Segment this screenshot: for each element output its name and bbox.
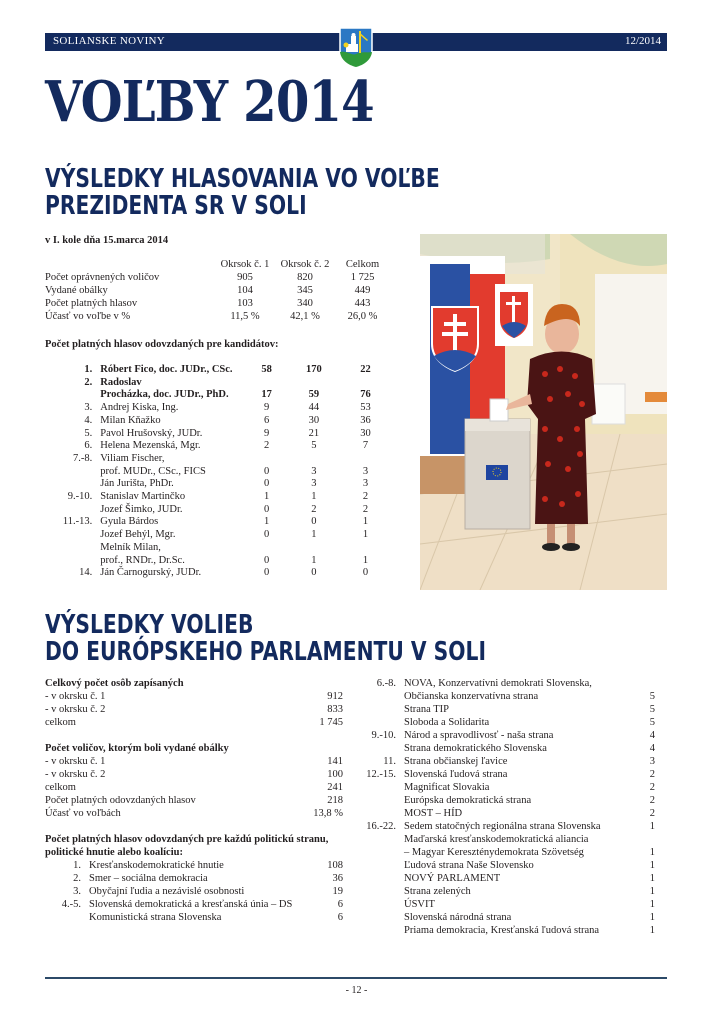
candidate-votes-district-2: 3 (311, 478, 317, 490)
candidate-rank: 9.-10. (67, 491, 93, 503)
candidate-rank: 5. (84, 427, 93, 439)
candidate-votes-district-2: 0 (311, 516, 317, 528)
candidate-votes-total: 2 (362, 491, 369, 503)
stats-row (45, 284, 390, 297)
party-votes: 108 (327, 860, 343, 871)
candidate-row (45, 567, 390, 580)
list-item (45, 690, 345, 703)
candidate-row (45, 428, 390, 441)
candidate-rank: 3. (84, 402, 93, 414)
candidate-votes-district-2: 30 (308, 414, 320, 426)
list-item (45, 755, 345, 768)
list-item (45, 716, 345, 729)
party-row (45, 872, 345, 885)
candidate-row (45, 364, 390, 377)
party-name: – Magyar Kereszténydemokrata Szövetség (404, 847, 584, 858)
candidate-votes-district-2: 1 (311, 554, 317, 566)
candidate-row (45, 504, 390, 517)
stat-label: Počet oprávnených voličov (45, 272, 160, 283)
candidate-votes-district-2: 59 (308, 389, 320, 401)
candidate-row (45, 440, 390, 453)
candidate-votes-district-2: 170 (306, 364, 322, 375)
candidate-votes-total: 36 (360, 414, 371, 426)
stat-value: 104 (237, 285, 253, 296)
party-row (360, 924, 657, 937)
candidate-rank (45, 504, 100, 517)
stat-label: Účasť vo voľbe v % (45, 311, 131, 322)
party-votes: 1 (649, 912, 655, 923)
stat-value: 1 725 (350, 272, 375, 283)
parties-list-left (45, 859, 345, 924)
party-name: Slovenská národná strana (404, 912, 512, 923)
party-row (360, 742, 657, 755)
candidate-row (45, 491, 390, 504)
parties-list-right (360, 677, 657, 937)
candidate-votes-total (341, 542, 390, 555)
candidate-votes-district-2: 5 (311, 440, 317, 452)
round-date: v I. kole dňa 15.marca 2014 (45, 235, 169, 246)
candidate-votes-district-1: 1 (264, 516, 270, 528)
candidate-votes-district-2 (287, 542, 341, 555)
candidate-votes-total (341, 377, 390, 390)
candidate-votes-district-2 (287, 377, 341, 390)
party-name: Sedem statočných regionálna strana Slovenska (404, 821, 601, 832)
party-votes: 1 (649, 873, 655, 884)
stat-value: 905 (237, 272, 253, 283)
party-name: Priama demokracia, Kresťanská ľudová strana (404, 925, 600, 936)
party-votes: 4 (649, 743, 655, 754)
candidate-row (45, 478, 390, 491)
item-value: 912 (327, 691, 343, 702)
candidate-name: Ján Čarnogurský, JUDr. (100, 567, 202, 579)
candidate-rank (45, 466, 100, 479)
candidate-name: Jozef Behýl, Mgr. (100, 529, 176, 541)
candidate-rank (45, 389, 100, 402)
candidate-votes-district-2: 21 (308, 427, 320, 439)
candidate-name: Procházka, doc. JUDr., PhD. (100, 389, 229, 401)
party-row (360, 755, 657, 768)
stat-value: 443 (354, 298, 371, 309)
candidate-rank (45, 542, 100, 555)
party-row (360, 885, 657, 898)
party-votes (625, 677, 657, 690)
party-row (360, 820, 657, 833)
party-name: NOVÝ PARLAMENT (404, 873, 501, 884)
item-label: Počet platných odovzdaných hlasov (45, 795, 196, 806)
party-row (45, 885, 345, 898)
candidate-votes-district-2: 44 (308, 402, 320, 414)
item-label: - v okrsku č. 2 (45, 769, 106, 780)
party-votes: 2 (649, 769, 655, 780)
item-label: Účasť vo voľbách (45, 808, 121, 819)
candidate-votes-total: 53 (360, 402, 371, 414)
party-rank: 9.-10. (371, 730, 396, 741)
european-title-line1: VÝSLEDKY VOLIEB (45, 610, 254, 640)
list-item (45, 807, 345, 820)
party-rank: 6.-8. (376, 678, 396, 689)
candidate-name: Jozef Šimko, JUDr. (100, 503, 183, 515)
party-name: Strana TIP (404, 704, 450, 715)
candidate-votes-district-1: 58 (261, 364, 272, 375)
item-label: celkom (45, 782, 76, 793)
list-item (45, 768, 345, 781)
candidate-name: Róbert Fico, doc. JUDr., CSc. (100, 364, 233, 375)
party-votes: 5 (649, 704, 655, 715)
candidate-votes-district-1: 0 (264, 478, 270, 490)
party-votes: 6 (337, 899, 343, 910)
stat-value: 345 (297, 285, 313, 296)
item-value: 833 (327, 704, 343, 715)
party-name: NOVA, Konzervatívni demokrati Slovenska, (404, 678, 592, 689)
party-row (360, 898, 657, 911)
candidate-rank: 6. (84, 440, 93, 452)
party-name: Smer – sociálna demokracia (89, 873, 208, 884)
registered-list (45, 690, 345, 729)
european-title-line2: DO EURÓPSKEHO PARLAMENTU V SOLI (45, 637, 486, 667)
party-rank (360, 885, 404, 898)
party-rank (360, 833, 404, 846)
candidate-name: Milan Kňažko (100, 414, 161, 426)
stat-value: 11,5 % (230, 311, 260, 322)
candidate-votes-total: 22 (360, 364, 371, 375)
party-votes: 2 (649, 782, 655, 793)
party-name: Strana občianskej ľavice (404, 756, 508, 767)
column-header: Okrsok č. 1 (220, 259, 270, 270)
party-name: Kresťanskodemokratické hnutie (89, 860, 224, 871)
party-votes: 1 (649, 886, 655, 897)
list-item (45, 703, 345, 716)
parties-heading: Počet platných hlasov odovzdaných pre každú politickú stranu, politické hnutie alebo koalíciu: (45, 834, 329, 858)
envelopes-heading: Počet voličov, ktorým boli vydané obálky (45, 743, 229, 754)
coat-of-arms-icon (338, 26, 374, 68)
party-rank (360, 781, 404, 794)
column-header: Celkom (345, 259, 380, 270)
party-rank (360, 872, 404, 885)
stat-value: 340 (297, 298, 313, 309)
item-value: 13,8 % (313, 808, 343, 819)
candidate-name: Ján Jurišta, PhDr. (100, 478, 174, 490)
party-rank (360, 742, 404, 755)
candidate-votes-district-1 (246, 377, 286, 390)
party-row (45, 859, 345, 872)
candidate-votes-district-1: 0 (264, 567, 270, 579)
candidate-name: Stanislav Martinčko (100, 491, 186, 503)
main-title: VOĽBY 2014 (45, 69, 374, 135)
item-label: - v okrsku č. 1 (45, 756, 106, 767)
party-row (360, 677, 657, 690)
candidate-name: Gyula Bárdos (100, 516, 159, 528)
party-votes (625, 833, 657, 846)
party-rank: 4.-5. (61, 899, 81, 910)
party-rank: 16.-22. (366, 821, 396, 832)
party-row (360, 846, 657, 859)
party-name: Ľudová strana Naše Slovensko (404, 860, 534, 871)
party-rank: 12.-15. (366, 769, 396, 780)
page-number: - 12 - (345, 985, 368, 996)
item-value: 1 745 (319, 717, 343, 728)
footer-rule (45, 977, 667, 979)
candidate-name: Radoslav (100, 376, 142, 388)
candidate-row (45, 453, 390, 466)
candidate-votes-district-2: 2 (311, 503, 317, 515)
candidate-votes-total: 1 (362, 554, 369, 566)
registered-heading: Celkový počet osôb zapísaných (45, 678, 184, 689)
column-header: Okrsok č. 2 (280, 259, 330, 270)
party-name: Občianska konzervatívna strana (404, 691, 539, 702)
candidate-rank (45, 478, 100, 491)
party-row (360, 781, 657, 794)
candidates-heading: Počet platných hlasov odovzdaných pre kandidátov: (45, 339, 279, 350)
party-row (360, 872, 657, 885)
candidate-rank: 14. (79, 567, 93, 579)
candidate-name: Pavol Hrušovský, JUDr. (100, 427, 203, 439)
candidate-name: Viliam Fischer, (100, 452, 165, 464)
candidate-votes-district-2: 1 (311, 529, 317, 541)
party-rank (360, 794, 404, 807)
party-row (360, 690, 657, 703)
candidate-votes-total: 1 (362, 529, 369, 541)
candidate-rank: 1. (84, 364, 93, 375)
item-value: 218 (327, 795, 343, 806)
european-left-column (45, 677, 345, 924)
candidate-votes-district-1: 0 (264, 465, 270, 477)
stat-value: 26,0 % (347, 311, 378, 322)
party-votes: 1 (649, 899, 655, 910)
party-row (360, 716, 657, 729)
presidential-title-line1: VÝSLEDKY HLASOVANIA VO VOĽBE (45, 164, 440, 194)
stat-value: 42,1 % (290, 311, 320, 322)
candidate-votes-district-1: 6 (264, 414, 270, 426)
party-votes: 1 (649, 821, 655, 832)
presidential-title-line2: PREZIDENTA SR V SOLI (45, 191, 307, 221)
stat-value: 820 (297, 272, 313, 283)
party-rank: 11. (383, 756, 396, 767)
party-row (360, 911, 657, 924)
party-row (360, 794, 657, 807)
party-row (360, 859, 657, 872)
candidate-name: Andrej Kiska, Ing. (100, 402, 179, 414)
party-rank: 2. (73, 873, 81, 884)
item-label: - v okrsku č. 1 (45, 691, 106, 702)
candidate-votes-district-1: 17 (261, 389, 272, 401)
party-rank (360, 911, 404, 924)
item-value: 141 (327, 756, 343, 767)
candidate-votes-district-1: 1 (264, 491, 270, 503)
candidate-rank (45, 555, 100, 568)
publication-name: SOLIANSKE NOVINY (53, 35, 166, 47)
party-name: Slovenská ľudová strana (404, 769, 508, 780)
party-rank (360, 703, 404, 716)
issue-number: 12/2014 (624, 35, 661, 47)
party-row (360, 703, 657, 716)
party-rank (360, 898, 404, 911)
candidate-votes-total: 7 (362, 440, 369, 452)
party-rank (45, 911, 89, 924)
candidate-votes-district-2 (287, 453, 341, 466)
candidate-votes-district-1: 0 (264, 503, 270, 515)
party-votes: 36 (332, 873, 343, 884)
candidate-name: prof., RNDr., Dr.Sc. (100, 554, 185, 566)
european-section-title (45, 612, 486, 666)
stats-row (45, 310, 390, 323)
party-name: Magnificat Slovakia (404, 782, 490, 793)
candidate-votes-total: 3 (362, 465, 369, 477)
candidate-votes-district-1: 0 (264, 529, 270, 541)
item-value: 100 (327, 769, 343, 780)
item-label: - v okrsku č. 2 (45, 704, 106, 715)
stat-value: 103 (237, 298, 253, 309)
party-votes: 2 (649, 808, 655, 819)
party-votes: 1 (649, 847, 655, 858)
candidate-name: prof. MUDr., CSc., FICS (100, 465, 206, 477)
stat-label: Vydané obálky (45, 285, 108, 296)
party-rank (360, 859, 404, 872)
stat-value: 449 (354, 285, 371, 296)
candidate-votes-district-2: 1 (311, 491, 317, 503)
candidate-votes-total: 2 (362, 503, 369, 515)
party-votes: 4 (649, 730, 655, 741)
presidential-stats-table (45, 258, 390, 323)
envelopes-list (45, 755, 345, 820)
candidate-row (45, 402, 390, 415)
party-rank (360, 690, 404, 703)
candidate-row (45, 555, 390, 568)
party-name: Národ a spravodlivosť - naša strana (404, 730, 554, 741)
presidential-section-title (45, 166, 440, 220)
party-votes: 1 (649, 925, 655, 936)
party-name: ÚSVIT (404, 899, 435, 910)
candidate-row (45, 389, 390, 402)
party-votes: 3 (649, 756, 655, 767)
candidate-votes-total: 30 (360, 427, 371, 439)
item-value: 241 (327, 782, 343, 793)
party-votes: 5 (649, 717, 655, 728)
list-item (45, 781, 345, 794)
party-row (45, 898, 345, 911)
item-label: celkom (45, 717, 76, 728)
candidate-votes-total: 0 (362, 567, 369, 579)
candidate-name: Helena Mezenská, Mgr. (100, 440, 201, 452)
party-name: Slovenská demokratická a kresťanská únia – DS (89, 899, 293, 910)
party-name: Strana demokratického Slovenska (404, 743, 547, 754)
candidate-rank (45, 529, 100, 542)
candidate-name: Melník Milan, (100, 541, 161, 553)
party-name: MOST – HÍD (404, 808, 463, 819)
party-votes: 1 (649, 860, 655, 871)
candidate-row (45, 466, 390, 479)
candidate-votes-district-1: 9 (264, 402, 270, 414)
party-name: Strana zelených (404, 886, 471, 897)
candidate-row (45, 516, 390, 529)
candidate-votes-total (341, 453, 390, 466)
party-row (360, 807, 657, 820)
candidate-rank: 2. (84, 376, 93, 388)
stats-row (45, 271, 390, 284)
candidate-row (45, 415, 390, 428)
party-rank (360, 846, 404, 859)
party-rank (360, 807, 404, 820)
party-row (360, 768, 657, 781)
party-rank (360, 924, 404, 937)
candidate-rank: 11.-13. (62, 516, 93, 528)
party-votes: 19 (332, 886, 343, 897)
election-photo (420, 234, 667, 590)
party-name: Sloboda a Solidarita (404, 717, 490, 728)
party-name: Európska demokratická strana (404, 795, 532, 806)
candidate-row (45, 529, 390, 542)
candidate-votes-district-1: 9 (264, 427, 270, 439)
list-item (45, 794, 345, 807)
candidate-row (45, 542, 390, 555)
candidates-table (45, 364, 390, 580)
candidate-votes-district-2: 0 (311, 567, 317, 579)
party-name: Maďarská kresťanskodemokratická aliancia (404, 834, 589, 845)
candidate-votes-district-1: 2 (264, 440, 270, 452)
candidate-row (45, 377, 390, 390)
party-votes: 5 (649, 691, 655, 702)
candidate-votes-district-2: 3 (311, 465, 317, 477)
candidate-votes-district-1: 0 (264, 554, 270, 566)
party-row (360, 729, 657, 742)
candidate-rank: 4. (84, 414, 93, 426)
party-rank (360, 716, 404, 729)
party-rank: 3. (73, 886, 81, 897)
party-name: Komunistická strana Slovenska (89, 912, 222, 923)
party-row (360, 833, 657, 846)
party-votes: 6 (337, 912, 343, 923)
candidate-rank: 7.-8. (72, 452, 93, 464)
candidate-votes-district-1 (246, 453, 286, 466)
candidate-votes-total: 3 (362, 478, 369, 490)
candidate-votes-total: 76 (360, 389, 371, 401)
party-name: Obyčajní ľudia a nezávislé osobnosti (89, 886, 245, 897)
party-votes: 2 (649, 795, 655, 806)
stats-row (45, 297, 390, 310)
stats-header-row (45, 258, 390, 271)
party-row (45, 911, 345, 924)
candidate-votes-total: 1 (362, 516, 369, 528)
party-rank: 1. (73, 860, 81, 871)
candidate-votes-district-1 (246, 542, 286, 555)
stat-label: Počet platných hlasov (45, 298, 138, 309)
